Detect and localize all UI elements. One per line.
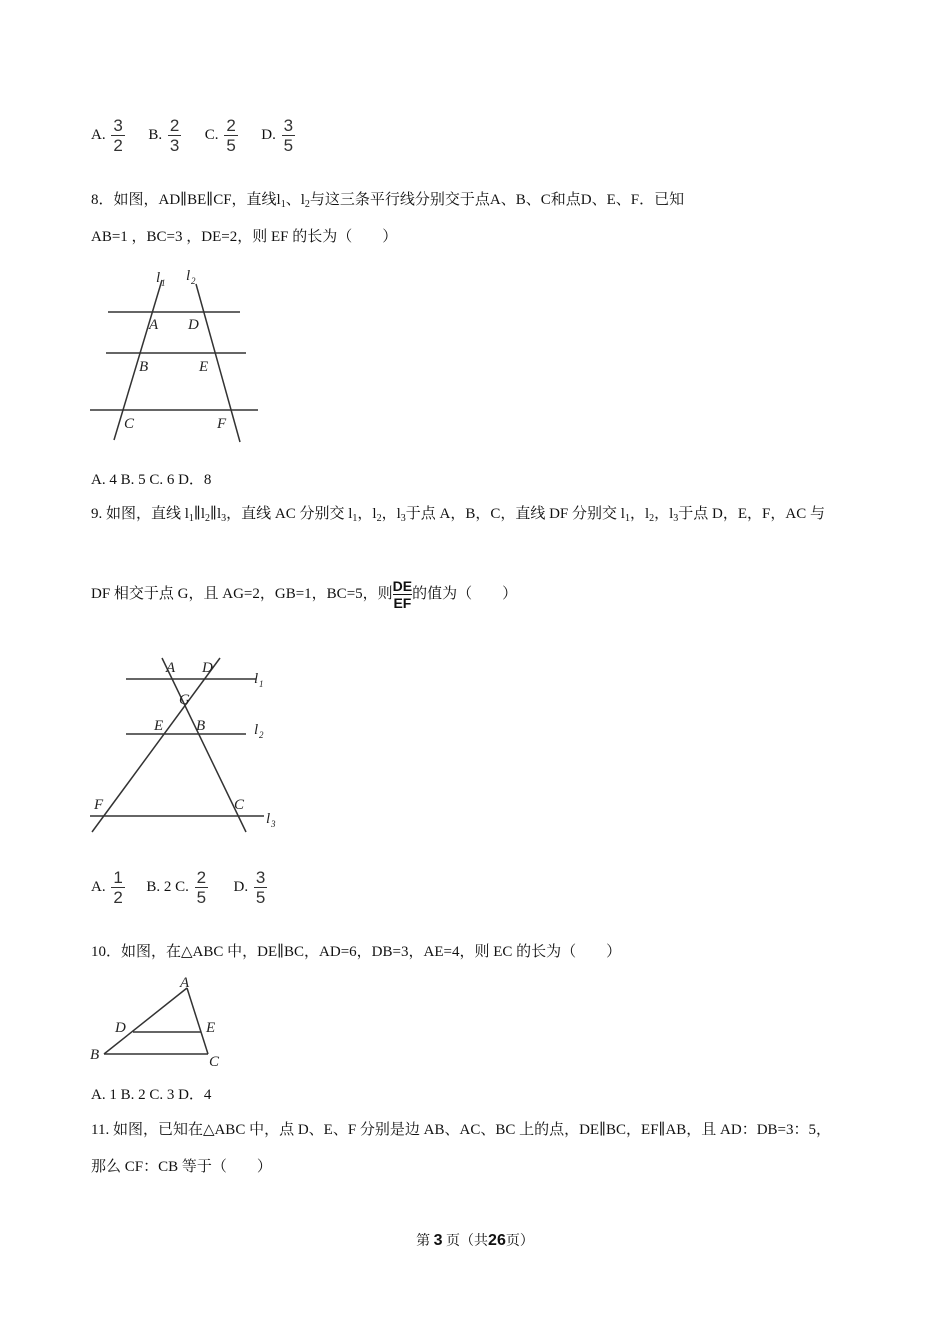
fraction: $\frac{3}{5}$ <box>283 116 294 155</box>
svg-text:3: 3 <box>271 819 276 829</box>
page-footer: 第 3 页（共26页） <box>416 1232 534 1249</box>
q7-option-c: C. $\frac{2}{5}$ <box>204 116 236 155</box>
label-d: D <box>202 660 213 676</box>
svg-text:2: 2 <box>259 730 264 740</box>
q7-option-b: B. $\frac{2}{3}$ <box>148 116 180 155</box>
q10-figure <box>88 972 228 1070</box>
label-a: A <box>166 660 176 676</box>
q10-options: A. 1 B. 2 C. 3 D．4 <box>91 1087 212 1103</box>
q9-stem-line2: DF 相交于点 G，且 AG=2，GB=1，BC=5，则 $\frac{DE}{EF}$ 的值为（ ） <box>91 578 518 611</box>
svg-text:1: 1 <box>259 679 264 689</box>
label-b: B <box>139 359 149 375</box>
svg-text:1: 1 <box>161 278 166 288</box>
total-pages: 26 <box>488 1232 506 1249</box>
q9-options: A. $\frac{1}{2}$ B. 2 C. $\frac{2}{5}$ D. $\frac{3}{5}$ <box>91 868 266 907</box>
svg-text:2: 2 <box>191 276 196 286</box>
q7-option-d: D. $\frac{3}{5}$ <box>261 116 294 155</box>
label-l1: l <box>254 671 259 687</box>
q8-stem-line1: 8．如图，AD∥BE∥CF，直线$l_1$、$l_2$与这三条平行线分别交于点A、B、C和点D、E、F．已知 <box>91 192 685 210</box>
fraction: $\frac{2}{5}$ <box>226 116 236 155</box>
label-a: A <box>149 317 159 333</box>
label-d: D <box>188 317 199 333</box>
label-l2: l <box>254 722 259 738</box>
label-c: C <box>209 1054 220 1070</box>
label-e: E <box>154 718 164 734</box>
label-f: F <box>217 416 227 432</box>
q10-stem: 10．如图，在△ABC 中，DE∥BC，AD=6，DB=3，AE=4，则 EC 的长为（ ） <box>91 944 622 960</box>
q8-stem-line2: AB=1 ，BC=3 ，DE=2，则 EF 的长为（ ） <box>91 229 398 245</box>
label-l2: l <box>186 268 191 284</box>
q9-stem-line1: 9. 如图，直线 $l_1\parallel l_2\parallel l_3$，直线 AC 分别交 $l_1$，$l_2$，$l_3$于点 A，B，C，直线 DF 分别交 $l_1$，$l_2$，$l_3$于点 D，E，F，AC 与 <box>91 506 825 524</box>
label-a: A <box>180 975 190 991</box>
q8-options: A. 4 B. 5 C. 6 D．8 <box>91 472 212 488</box>
fraction: $\frac{3}{2}$ <box>113 116 123 155</box>
label-g: G <box>179 692 190 708</box>
label-e: E <box>206 1020 216 1036</box>
label-b: B <box>196 718 206 734</box>
label-b: B <box>90 1047 100 1063</box>
label-f: F <box>94 797 104 813</box>
label-c: C <box>234 797 245 813</box>
fraction-de-ef: $\frac{DE}{EF}$ <box>392 578 413 611</box>
fraction: $\frac{2}{5}$ <box>196 868 207 907</box>
q7-option-a: A. $\frac{3}{2}$ <box>91 116 123 155</box>
fraction: $\frac{2}{3}$ <box>169 116 180 155</box>
q11-stem-line1: 11. 如图，已知在△ABC 中，点 D、E、F 分别是边 AB、AC、BC 上的点，DE∥BC，EF∥AB，且 AD：DB=3：5， <box>91 1122 832 1138</box>
page-number: 3 <box>433 1232 443 1249</box>
label-c: C <box>124 416 135 432</box>
label-e: E <box>199 359 209 375</box>
q7-options <box>91 116 297 155</box>
q9-figure <box>88 652 283 837</box>
q8-figure <box>88 262 260 447</box>
fraction: $\frac{3}{5}$ <box>255 868 266 907</box>
fraction: $\frac{1}{2}$ <box>113 868 123 907</box>
label-d: D <box>115 1020 126 1036</box>
label-l3: l <box>266 811 271 827</box>
q11-stem-line2: 那么 CF：CB 等于（ ） <box>91 1159 272 1175</box>
label-l1: l <box>156 270 161 286</box>
